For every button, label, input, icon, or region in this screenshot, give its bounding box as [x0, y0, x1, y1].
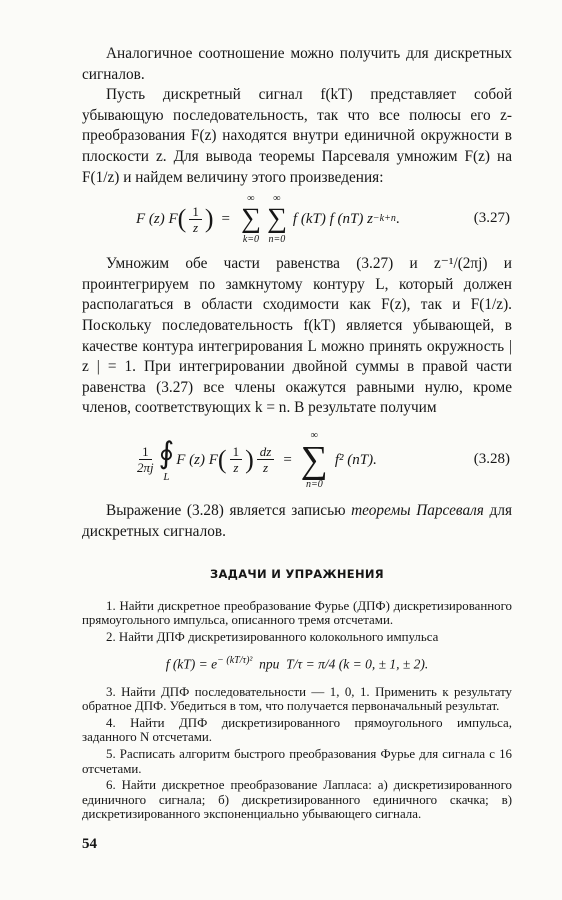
eq328-fraction-1z: $\frac{1}{z}$ — [230, 444, 243, 475]
text-column — [82, 44, 512, 824]
paragraph-discrete-signal: Пусть дискретный сигнал f(kT) представляет собой убывающую последовательность, так что все полюсы его z-преобразования F(z) находятся внутри единичной окружности в плоскости z. Для вывода теоремы Парсеваля умножим F(z) на F(1/z) и найдем величину этого произведения: — [82, 86, 512, 186]
eq328-number: (3.28) — [473, 450, 510, 467]
eq327-number: (3.27) — [473, 210, 510, 227]
exercises-heading: ЗАДАЧИ И УПРАЖНЕНИЯ — [210, 567, 384, 582]
contour-integral-icon: ∮ L — [158, 436, 175, 483]
paragraph-multiply: Умножим обе части равенства (3.27) и z⁻¹/(2πj) и проинтегрируем по замкнутому контуру L, который должен располагаться в области сходимости как F(z), так и F(1/z). Поскольку последовательность f(kT) является убывающей, в качестве контура интегрирования L можно принять окружность | z | = 1. При интегрировании двойной суммы в правой части равенства (3.27) все члены окажутся равными нулю, кроме членов, соответствующих k = n. В результате получим — [82, 255, 512, 417]
eq327-fraction: $\frac{1}{z}$ — [189, 204, 202, 235]
exercise-item: 6. Найти дискретное преобразование Лапласа: а) дискретизированного единичного сигнала; б) дискретизированного единичного скачка; в) дискретизированного экспоненциально убывающего сигнала. — [82, 778, 512, 822]
eq327-lhs: F (z) F — [136, 210, 178, 227]
eq328-mid: F (z) F — [176, 451, 218, 468]
eq328-rhs: f² (nT). — [334, 451, 377, 468]
eq327-paren-close: ) — [204, 204, 214, 234]
exercise-item: 1. Найти дискретное преобразование Фурье (ДПФ) дискретизированного прямоугольного импульса, описанного тремя отсчетами. — [82, 598, 512, 628]
eq327-exponent: −k+n — [372, 212, 396, 224]
eq328-sum: ∞ ∑ n=0 — [300, 429, 328, 490]
paragraph-intro: Аналогичное соотношение можно получить для дискретных сигналов. — [82, 45, 512, 83]
eq327-paren-open: ( — [177, 204, 187, 234]
eq328-fraction-2pij: $\frac{1}{2\pi j}$ — [137, 444, 154, 476]
exercise-formula: f $(kT) = e^{- (kT/\tau)^2}$ при T/τ = π/4 (k = 0, ± 1, ± 2). — [165, 655, 429, 672]
eq327-sum-n: ∞ ∑ n=0 — [266, 193, 287, 246]
eq327-equals: = — [221, 210, 230, 227]
equation-3-28: $\frac{1}{2\pi j}$ ∮ L F (z) F ( $\frac{1}{z}$ ) $\frac{dz}{z}$ = ∞ ∑ n=0 f² (nT). (3.28) — [137, 429, 510, 490]
exercises-list — [82, 599, 512, 822]
page-number: 54 — [82, 836, 97, 852]
equation-3-27 — [82, 188, 512, 250]
eq327-rhs: f (kT) f (nT) z — [292, 210, 373, 227]
exercise-item: 5. Расписать алгоритм быстрого преобразования Фурье для сигнала с 16 отсчетами. — [82, 746, 512, 776]
exercise-item: 2. Найти ДПФ дискретизированного колокольного импульса — [106, 629, 439, 644]
eq327-period: . — [395, 210, 400, 227]
parseval-term: теоремы Парсеваля — [351, 501, 484, 519]
eq328-fraction-dz: $\frac{dz}{z}$ — [257, 444, 275, 475]
paragraph-parseval: Выражение (3.28) является записью теоремы Парсеваля для дискретных сигналов. — [82, 501, 512, 540]
exercise-item: 3. Найти ДПФ последовательности — 1, 0, 1. Применить к результату обратное ДПФ. Убедиться в том, что получается первоначальный результат. — [82, 684, 512, 714]
exercise-item: 4. Найти ДПФ дискретизированного прямоугольного импульса, заданного N отсчетами. — [82, 715, 512, 745]
eq327-sum-k: ∞ ∑ k=0 — [240, 193, 261, 246]
eq328-equals: = — [283, 451, 292, 468]
